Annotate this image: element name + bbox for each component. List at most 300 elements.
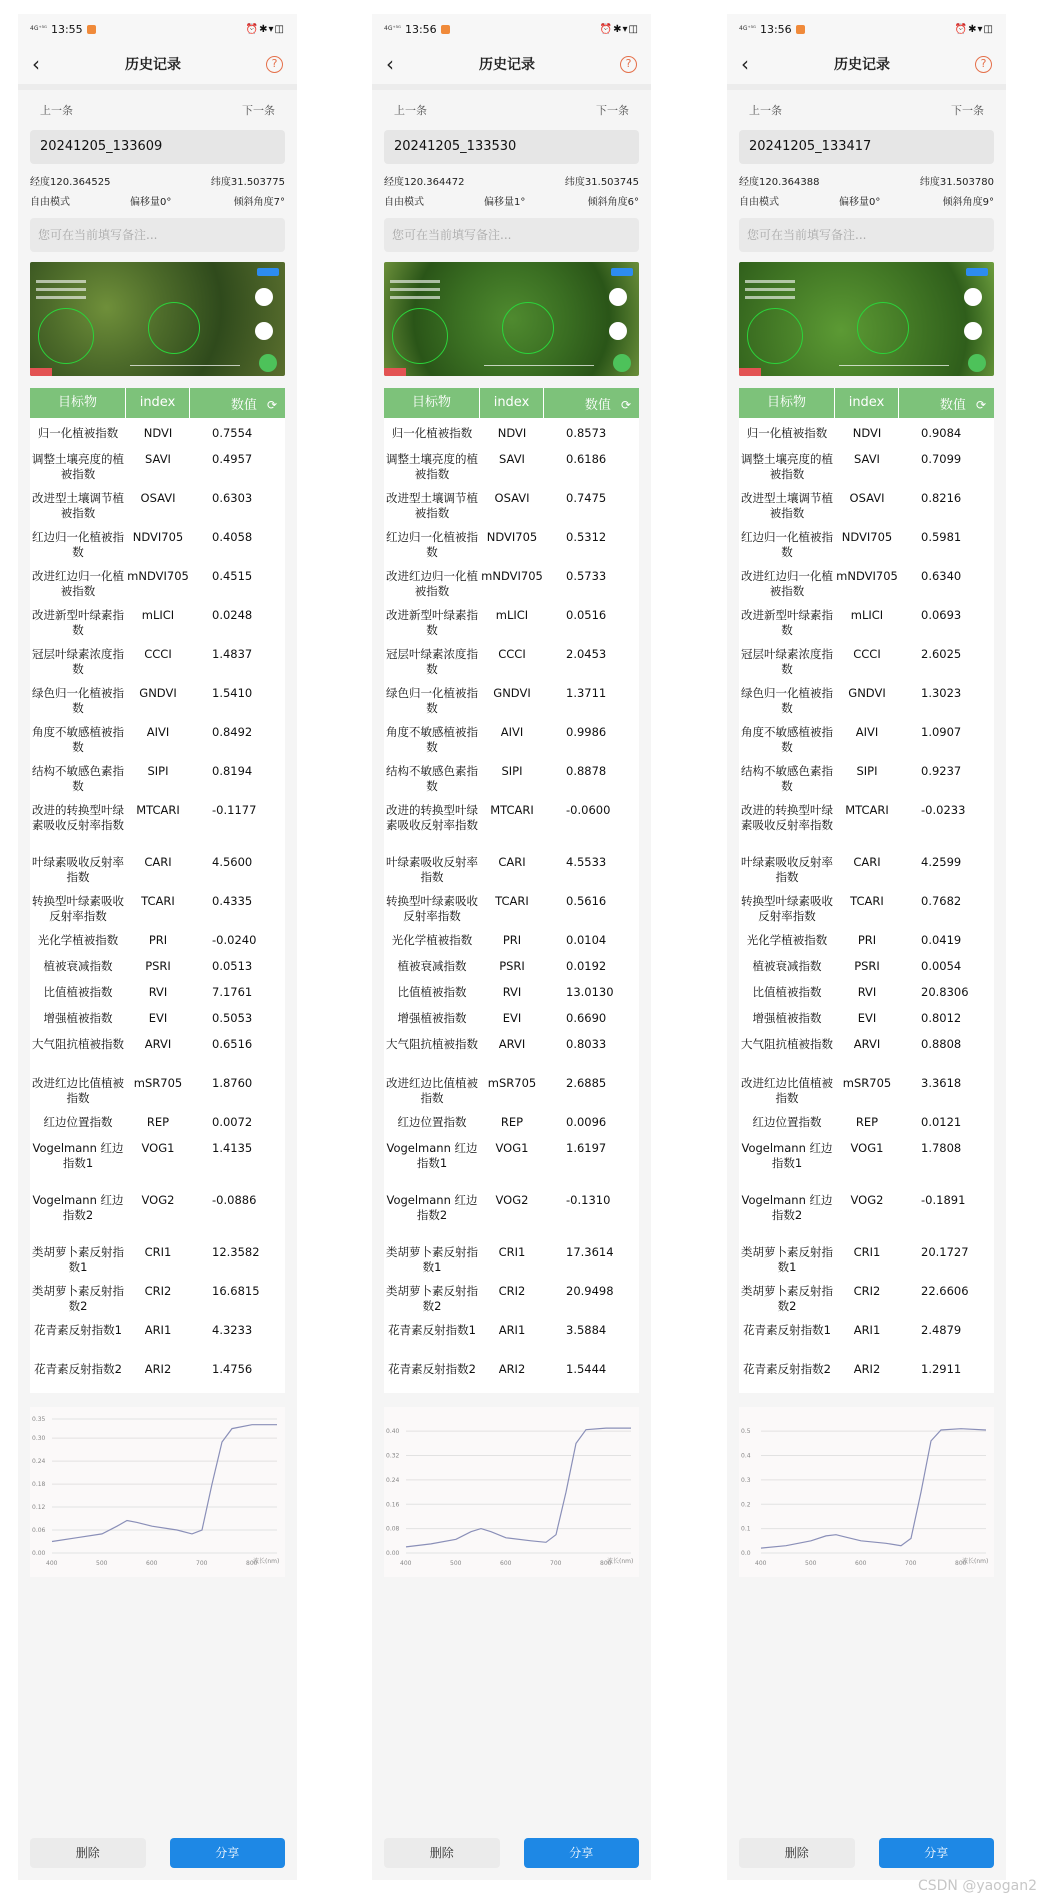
y-tick-label: 0.24 bbox=[386, 1476, 400, 1484]
mode-value: 自由模式 bbox=[384, 196, 424, 208]
record-id-field: 20241205_133530 bbox=[384, 130, 639, 164]
table-row bbox=[30, 561, 285, 600]
spectrum-chart bbox=[30, 1407, 285, 1577]
back-icon[interactable]: ‹ bbox=[32, 52, 40, 76]
delete-button[interactable]: 删除 bbox=[384, 1838, 500, 1868]
index-value: 0.0072 bbox=[212, 1115, 253, 1129]
index-value: 0.8573 bbox=[566, 426, 607, 440]
remark-input[interactable]: 您可在当前填写备注... bbox=[30, 218, 285, 252]
photo-badge bbox=[257, 268, 279, 276]
page-title: 历史记录 bbox=[125, 57, 181, 73]
table-row bbox=[739, 756, 994, 795]
prev-record-button[interactable]: 上一条 bbox=[394, 104, 427, 117]
location-row bbox=[18, 170, 297, 190]
record-pager bbox=[727, 90, 1006, 130]
vegetation-photo[interactable] bbox=[739, 262, 994, 376]
index-value: -0.1177 bbox=[212, 803, 257, 817]
index-code: CCCI bbox=[853, 647, 881, 661]
index-value: 12.3582 bbox=[212, 1245, 260, 1259]
table-row bbox=[384, 1237, 639, 1276]
action-buttons bbox=[384, 1838, 639, 1868]
index-value: 2.6025 bbox=[921, 647, 962, 661]
index-code: MTCARI bbox=[136, 803, 180, 817]
table-row bbox=[384, 418, 639, 444]
index-name: 归一化植被指数 bbox=[746, 426, 828, 440]
index-code: ARI2 bbox=[144, 1362, 172, 1376]
index-code: GNDVI bbox=[493, 686, 531, 700]
table-row bbox=[30, 522, 285, 561]
y-tick-label: 0.12 bbox=[32, 1504, 46, 1512]
index-code: TCARI bbox=[141, 894, 175, 908]
index-name: 光化学植被指数 bbox=[37, 933, 119, 947]
status-time: 13:56 bbox=[759, 22, 792, 36]
spectrum-chart-svg bbox=[30, 1407, 285, 1577]
index-code: ARVI bbox=[144, 1037, 172, 1051]
x-tick-label: 500 bbox=[96, 1560, 108, 1567]
index-name: Vogelmann 红边指数2 bbox=[741, 1193, 833, 1222]
index-value: 0.4335 bbox=[212, 894, 253, 908]
index-name: 花青素反射指数2 bbox=[34, 1362, 122, 1376]
table-row bbox=[384, 1107, 639, 1133]
table-row bbox=[30, 717, 285, 756]
y-tick-label: 0.1 bbox=[741, 1525, 751, 1533]
next-record-button[interactable]: 下一条 bbox=[596, 104, 629, 117]
table-row bbox=[739, 1237, 994, 1276]
table-row bbox=[739, 678, 994, 717]
index-code: NDVI705 bbox=[486, 530, 538, 544]
confirm-icon[interactable] bbox=[259, 354, 277, 372]
index-name: Vogelmann 红边指数1 bbox=[741, 1141, 833, 1170]
index-value: 0.8808 bbox=[921, 1037, 962, 1051]
page-title: 历史记录 bbox=[834, 57, 890, 73]
offset-value: 偏移量0° bbox=[130, 196, 172, 208]
x-tick-label: 600 bbox=[146, 1560, 158, 1567]
y-tick-label: 0.06 bbox=[32, 1527, 46, 1535]
index-name: 转换型叶绿素吸收反射率指数 bbox=[741, 894, 833, 923]
draw-tool-icon[interactable] bbox=[609, 288, 627, 306]
phone-screen bbox=[18, 14, 297, 1880]
index-code: GNDVI bbox=[848, 686, 886, 700]
status-bar bbox=[727, 14, 1006, 44]
table-row bbox=[739, 418, 994, 444]
index-value: 4.5533 bbox=[566, 855, 607, 869]
index-name: 绿色归一化植被指数 bbox=[32, 686, 124, 715]
index-name: 改进红边比值植被指数 bbox=[741, 1076, 833, 1105]
circle-tool-icon[interactable] bbox=[609, 322, 627, 340]
index-code: PRI bbox=[148, 933, 168, 947]
index-value: 0.6303 bbox=[212, 491, 253, 505]
index-name: 改进红边比值植被指数 bbox=[32, 1076, 124, 1105]
measure-line bbox=[484, 365, 594, 366]
action-buttons bbox=[30, 1838, 285, 1868]
index-name: 绿色归一化植被指数 bbox=[386, 686, 478, 715]
index-name: 增强植被指数 bbox=[752, 1011, 822, 1025]
remark-input[interactable]: 您可在当前填写备注... bbox=[739, 218, 994, 252]
y-tick-label: 0.00 bbox=[32, 1550, 46, 1557]
index-code: VOG2 bbox=[850, 1193, 884, 1207]
index-value: 1.4756 bbox=[212, 1362, 253, 1376]
index-value: 22.6606 bbox=[921, 1284, 969, 1298]
x-tick-label: 800 bbox=[600, 1560, 612, 1567]
index-code: NDVI705 bbox=[841, 530, 893, 544]
table-row bbox=[30, 756, 285, 795]
record-id-field: 20241205_133417 bbox=[739, 130, 994, 164]
index-name: 植被衰减指数 bbox=[752, 959, 822, 973]
index-name: 改进的转换型叶绿素吸收反射率指数 bbox=[386, 803, 478, 832]
index-name: 改进红边归一化植被指数 bbox=[386, 569, 478, 598]
table-row bbox=[739, 483, 994, 522]
index-code: mLICI bbox=[495, 608, 529, 622]
y-tick-label: 0.18 bbox=[32, 1481, 46, 1489]
index-code: RVI bbox=[502, 985, 522, 999]
index-value: 1.3711 bbox=[566, 686, 607, 700]
delete-button[interactable]: 删除 bbox=[30, 1838, 146, 1868]
table-row bbox=[384, 756, 639, 795]
y-tick-label: 0.2 bbox=[741, 1501, 751, 1509]
index-value: 0.9084 bbox=[921, 426, 962, 440]
index-name: 植被衰减指数 bbox=[43, 959, 113, 973]
prev-record-button[interactable]: 上一条 bbox=[749, 104, 782, 117]
index-table bbox=[384, 418, 639, 1393]
index-name: 结构不敏感色素指数 bbox=[32, 764, 124, 793]
target-circle bbox=[502, 302, 554, 354]
refresh-icon[interactable]: ⟳ bbox=[620, 397, 631, 412]
draw-tool-icon[interactable] bbox=[964, 288, 982, 306]
index-name: 植被衰减指数 bbox=[397, 959, 467, 973]
table-row bbox=[30, 925, 285, 951]
index-code: REP bbox=[855, 1115, 879, 1129]
table-row bbox=[739, 1029, 994, 1068]
index-code: RVI bbox=[857, 985, 877, 999]
action-buttons bbox=[739, 1838, 994, 1868]
index-name: 比值植被指数 bbox=[397, 985, 467, 999]
nav-bar bbox=[18, 44, 297, 90]
status-time: 13:56 bbox=[404, 22, 437, 36]
table-row bbox=[739, 977, 994, 1003]
index-value: 0.7682 bbox=[921, 894, 962, 908]
index-value: -0.0240 bbox=[212, 933, 257, 947]
index-name: 大气阻抗植被指数 bbox=[32, 1037, 124, 1051]
phone-screen bbox=[727, 14, 1006, 1880]
index-value: 1.4135 bbox=[212, 1141, 253, 1155]
nav-bar bbox=[372, 44, 651, 90]
index-code: ARI2 bbox=[853, 1362, 881, 1376]
circle-tool-icon[interactable] bbox=[255, 322, 273, 340]
table-row bbox=[739, 795, 994, 847]
col-value-header bbox=[899, 394, 994, 413]
index-value: 0.4957 bbox=[212, 452, 253, 466]
index-code: TCARI bbox=[495, 894, 529, 908]
index-value: 0.0121 bbox=[921, 1115, 962, 1129]
index-code: CARI bbox=[144, 855, 172, 869]
table-row bbox=[30, 678, 285, 717]
signal-icon: 4G⁺⁵ᴳ bbox=[384, 25, 401, 32]
index-value: 4.2599 bbox=[921, 855, 962, 869]
index-value: 0.9237 bbox=[921, 764, 962, 778]
measure-line bbox=[839, 365, 949, 366]
table-row bbox=[30, 1315, 285, 1354]
index-name: 红边归一化植被指数 bbox=[741, 530, 833, 559]
index-name: 角度不敏感植被指数 bbox=[386, 725, 478, 754]
photo-overlay-text bbox=[745, 280, 795, 314]
table-row bbox=[384, 951, 639, 977]
index-value: 0.6516 bbox=[212, 1037, 253, 1051]
delete-button[interactable]: 删除 bbox=[739, 1838, 855, 1868]
index-name: 花青素反射指数1 bbox=[743, 1323, 831, 1337]
index-value: 0.6340 bbox=[921, 569, 962, 583]
table-row bbox=[384, 1315, 639, 1354]
index-value: 1.5444 bbox=[566, 1362, 607, 1376]
index-name: 类胡萝卜素反射指数1 bbox=[386, 1245, 478, 1274]
table-row bbox=[739, 1003, 994, 1029]
next-record-button[interactable]: 下一条 bbox=[242, 104, 275, 117]
index-name: 比值植被指数 bbox=[752, 985, 822, 999]
record-pager bbox=[18, 90, 297, 130]
index-code: GNDVI bbox=[139, 686, 177, 700]
table-row bbox=[384, 717, 639, 756]
back-icon[interactable]: ‹ bbox=[741, 52, 749, 76]
tilt-value: 倾斜角度9° bbox=[942, 196, 994, 208]
table-header bbox=[384, 388, 639, 418]
index-code: PRI bbox=[502, 933, 522, 947]
target-circle bbox=[392, 308, 448, 364]
table-row bbox=[739, 1354, 994, 1393]
index-code: VOG2 bbox=[141, 1193, 175, 1207]
index-code: ARVI bbox=[498, 1037, 526, 1051]
index-name: 改进的转换型叶绿素吸收反射率指数 bbox=[32, 803, 124, 832]
index-name: 冠层叶绿素浓度指数 bbox=[32, 647, 124, 676]
index-name: 类胡萝卜素反射指数1 bbox=[32, 1245, 124, 1274]
y-tick-label: 0.24 bbox=[32, 1458, 46, 1466]
index-name: 改进红边归一化植被指数 bbox=[741, 569, 833, 598]
index-name: 结构不敏感色素指数 bbox=[741, 764, 833, 793]
index-code: TCARI bbox=[850, 894, 884, 908]
status-left bbox=[384, 23, 450, 36]
draw-tool-icon[interactable] bbox=[255, 288, 273, 306]
table-row bbox=[739, 847, 994, 886]
circle-tool-icon[interactable] bbox=[964, 322, 982, 340]
record-id-field: 20241205_133609 bbox=[30, 130, 285, 164]
photo-badge bbox=[966, 268, 988, 276]
tilt-value: 倾斜角度7° bbox=[233, 196, 285, 208]
index-code: MTCARI bbox=[490, 803, 534, 817]
index-value: 0.4515 bbox=[212, 569, 253, 583]
index-value: 3.3618 bbox=[921, 1076, 962, 1090]
table-row bbox=[384, 1276, 639, 1315]
app-notification-icon bbox=[441, 25, 450, 34]
index-name: 大气阻抗植被指数 bbox=[741, 1037, 833, 1051]
index-name: 光化学植被指数 bbox=[746, 933, 828, 947]
target-circle bbox=[857, 302, 909, 354]
index-value: 1.8760 bbox=[212, 1076, 253, 1090]
index-code: mSR705 bbox=[487, 1076, 537, 1090]
index-value: 0.0419 bbox=[921, 933, 962, 947]
location-row bbox=[372, 170, 651, 190]
index-code: OSAVI bbox=[140, 491, 176, 505]
index-value: 20.1727 bbox=[921, 1245, 969, 1259]
table-row bbox=[30, 1237, 285, 1276]
index-code: CRI1 bbox=[498, 1245, 526, 1259]
table-row bbox=[739, 1107, 994, 1133]
index-code: ARI1 bbox=[144, 1323, 172, 1337]
status-left bbox=[30, 23, 96, 36]
help-icon[interactable]: ? bbox=[266, 56, 283, 73]
index-name: 调整土壤亮度的植被指数 bbox=[741, 452, 833, 481]
latitude-value: 纬度31.503775 bbox=[210, 176, 285, 188]
index-name: 叶绿素吸收反射率指数 bbox=[741, 855, 833, 884]
y-tick-label: 0.30 bbox=[32, 1435, 46, 1443]
table-row bbox=[30, 600, 285, 639]
refresh-icon[interactable]: ⟳ bbox=[266, 397, 277, 412]
table-row bbox=[30, 639, 285, 678]
index-value: 7.1761 bbox=[212, 985, 253, 999]
index-value: 0.0192 bbox=[566, 959, 607, 973]
index-value: 1.2911 bbox=[921, 1362, 962, 1376]
index-value: 0.5981 bbox=[921, 530, 962, 544]
table-row bbox=[384, 977, 639, 1003]
index-code: ARI1 bbox=[498, 1323, 526, 1337]
index-code: SIPI bbox=[856, 764, 878, 778]
share-button[interactable]: 分享 bbox=[170, 1838, 286, 1868]
location-row bbox=[727, 170, 1006, 190]
index-value: 2.0453 bbox=[566, 647, 607, 661]
index-value: 0.5616 bbox=[566, 894, 607, 908]
index-value: 0.0104 bbox=[566, 933, 607, 947]
refresh-icon[interactable]: ⟳ bbox=[975, 397, 986, 412]
index-code: mNDVI705 bbox=[836, 569, 898, 583]
confirm-icon[interactable] bbox=[968, 354, 986, 372]
table-row bbox=[384, 1068, 639, 1107]
remark-input[interactable]: 您可在当前填写备注... bbox=[384, 218, 639, 252]
index-name: 改进型土壤调节植被指数 bbox=[386, 491, 478, 520]
help-icon[interactable]: ? bbox=[620, 56, 637, 73]
index-code: CRI2 bbox=[498, 1284, 526, 1298]
x-tick-label: 400 bbox=[400, 1560, 412, 1567]
latitude-value: 纬度31.503745 bbox=[564, 176, 639, 188]
x-axis-label: 波长(nm) bbox=[607, 1558, 634, 1565]
index-value: 0.0516 bbox=[566, 608, 607, 622]
index-value: 0.0513 bbox=[212, 959, 253, 973]
col-value-label: 数值 bbox=[939, 397, 966, 413]
table-row bbox=[30, 444, 285, 483]
share-button[interactable]: 分享 bbox=[524, 1838, 640, 1868]
index-name: 花青素反射指数1 bbox=[34, 1323, 122, 1337]
spectrum-chart-svg bbox=[739, 1407, 994, 1577]
index-value: 1.6197 bbox=[566, 1141, 607, 1155]
index-value: 0.8492 bbox=[212, 725, 253, 739]
back-icon[interactable]: ‹ bbox=[386, 52, 394, 76]
index-value: 0.0054 bbox=[921, 959, 962, 973]
table-row bbox=[384, 886, 639, 925]
index-code: PSRI bbox=[145, 959, 171, 973]
next-record-button[interactable]: 下一条 bbox=[951, 104, 984, 117]
table-row bbox=[739, 561, 994, 600]
index-code: VOG1 bbox=[495, 1141, 529, 1155]
table-row bbox=[739, 1133, 994, 1185]
index-code: mNDVI705 bbox=[127, 569, 189, 583]
table-row bbox=[739, 1185, 994, 1237]
index-name: 增强植被指数 bbox=[43, 1011, 113, 1025]
x-axis-label: 波长(nm) bbox=[962, 1558, 989, 1565]
table-row bbox=[384, 847, 639, 886]
index-value: 0.6186 bbox=[566, 452, 607, 466]
table-row bbox=[30, 951, 285, 977]
table-row bbox=[30, 1354, 285, 1393]
index-code: ARVI bbox=[853, 1037, 881, 1051]
prev-record-button[interactable]: 上一条 bbox=[40, 104, 73, 117]
status-left bbox=[739, 23, 805, 36]
photo-overlay-text bbox=[390, 280, 440, 314]
confirm-icon[interactable] bbox=[613, 354, 631, 372]
index-name: 调整土壤亮度的植被指数 bbox=[386, 452, 478, 481]
col-target-header: 目标物 bbox=[384, 388, 480, 418]
index-name: 调整土壤亮度的植被指数 bbox=[32, 452, 124, 481]
index-value: 0.6690 bbox=[566, 1011, 607, 1025]
index-code: SAVI bbox=[145, 452, 171, 466]
index-name: 转换型叶绿素吸收反射率指数 bbox=[32, 894, 124, 923]
app-notification-icon bbox=[87, 25, 96, 34]
col-index-header: index bbox=[835, 388, 899, 418]
target-circle bbox=[747, 308, 803, 364]
mode-value: 自由模式 bbox=[30, 196, 70, 208]
index-code: SAVI bbox=[854, 452, 880, 466]
photo-badge bbox=[611, 268, 633, 276]
col-value-label: 数值 bbox=[230, 397, 257, 413]
index-value: 0.0096 bbox=[566, 1115, 607, 1129]
index-code: VOG1 bbox=[850, 1141, 884, 1155]
y-tick-label: 0.40 bbox=[386, 1428, 400, 1436]
index-name: 红边归一化植被指数 bbox=[386, 530, 478, 559]
table-row bbox=[384, 1185, 639, 1237]
index-value: 1.0907 bbox=[921, 725, 962, 739]
table-header bbox=[30, 388, 285, 418]
vegetation-photo[interactable] bbox=[30, 262, 285, 376]
index-value: 0.4058 bbox=[212, 530, 253, 544]
share-button[interactable]: 分享 bbox=[879, 1838, 995, 1868]
index-name: 红边归一化植被指数 bbox=[32, 530, 124, 559]
signal-icon: 4G⁺⁵ᴳ bbox=[30, 25, 47, 32]
index-value: 3.5884 bbox=[566, 1323, 607, 1337]
index-code: CCCI bbox=[498, 647, 526, 661]
x-tick-label: 500 bbox=[450, 1560, 462, 1567]
status-icons: ⏰✱▾◫ bbox=[245, 23, 285, 35]
index-name: 花青素反射指数2 bbox=[388, 1362, 476, 1376]
col-index-header: index bbox=[480, 388, 544, 418]
watermark: CSDN @yaogan2 bbox=[917, 1878, 1037, 1894]
index-name: 改进红边比值植被指数 bbox=[386, 1076, 478, 1105]
index-code: CARI bbox=[498, 855, 526, 869]
index-table bbox=[739, 418, 994, 1393]
index-code: CCCI bbox=[144, 647, 172, 661]
index-name: 光化学植被指数 bbox=[391, 933, 473, 947]
index-name: 类胡萝卜素反射指数2 bbox=[741, 1284, 833, 1313]
index-value: 0.5733 bbox=[566, 569, 607, 583]
status-icons: ⏰✱▾◫ bbox=[954, 23, 994, 35]
tilt-value: 倾斜角度6° bbox=[587, 196, 639, 208]
vegetation-photo[interactable] bbox=[384, 262, 639, 376]
index-name: 花青素反射指数1 bbox=[388, 1323, 476, 1337]
table-row bbox=[384, 925, 639, 951]
table-row bbox=[384, 1354, 639, 1393]
index-name: 归一化植被指数 bbox=[37, 426, 119, 440]
index-value: 1.4837 bbox=[212, 647, 253, 661]
status-icons: ⏰✱▾◫ bbox=[599, 23, 639, 35]
nav-bar bbox=[727, 44, 1006, 90]
index-name: 角度不敏感植被指数 bbox=[32, 725, 124, 754]
help-icon[interactable]: ? bbox=[975, 56, 992, 73]
table-row bbox=[384, 444, 639, 483]
index-value: 0.7475 bbox=[566, 491, 607, 505]
